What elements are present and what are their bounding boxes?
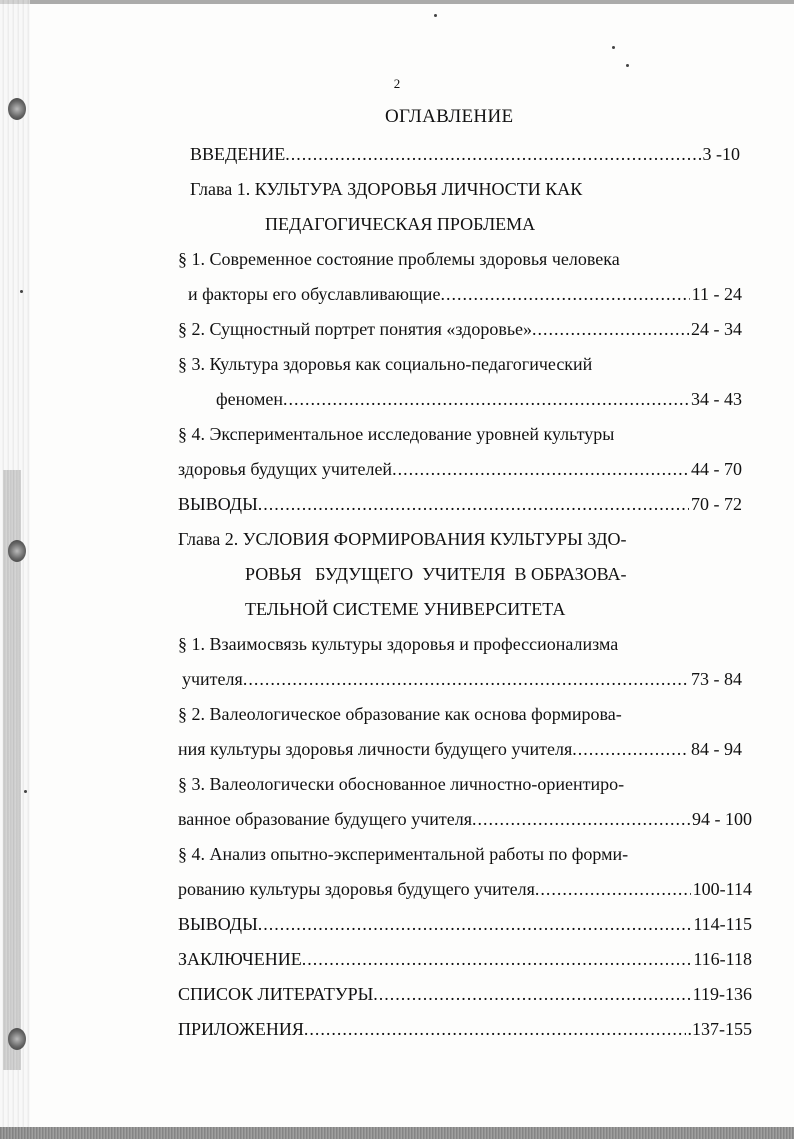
toc-entry-label: и факторы его обуславливающие [188,284,441,304]
toc-entry-label: рованию культуры здоровья будущего учителя [178,879,535,899]
toc-entry-ch1-s3[interactable] [216,385,742,413]
toc-entry-label: ванное образование будущего учителя [178,809,472,829]
toc-entry-ch1-s4-title: § 4. Экспериментальное исследование уровней культуры [178,424,615,444]
punch-hole-mark [8,1028,26,1050]
toc-entry-pages: 24 - 34 [691,319,742,339]
toc-entry-pages: 114-115 [693,914,752,934]
page-number: 2 [393,76,401,91]
toc-entry-ch2-s1-title: § 1. Взаимосвязь культуры здоровья и профессионализма [178,634,619,654]
toc-entry-ch2-s4[interactable] [178,875,752,903]
toc-entry-pages: 100-114 [692,879,752,899]
chapter-2-heading-cont: РОВЬЯ БУДУЩЕГО УЧИТЕЛЯ В ОБРАЗОВА- [245,564,627,584]
chapter-1-heading: Глава 1. КУЛЬТУРА ЗДОРОВЬЯ ЛИЧНОСТИ КАК [190,179,583,199]
toc-entry-pages: 3 -10 [702,144,740,164]
dot-leader [258,910,692,938]
scan-speck [626,64,629,67]
scan-speck [612,46,615,49]
toc-entry-ch1-s1[interactable] [188,280,742,308]
toc-entry-introduction[interactable] [190,140,740,168]
toc-entry-pages: 73 - 84 [691,669,742,689]
chapter-1-heading-cont: ПЕДАГОГИЧЕСКАЯ ПРОБЛЕМА [265,214,536,234]
toc-entry-references[interactable] [178,980,752,1008]
toc-entry-appendices[interactable] [178,1015,752,1043]
dot-leader [283,385,689,413]
punch-hole-mark [8,540,26,562]
toc-entry-ch1-s1-title: § 1. Современное состояние проблемы здоровья человека [178,249,620,269]
scan-speck [434,14,437,17]
toc-entry-ch2-s4-title: § 4. Анализ опытно-экспериментальной работы по форми- [178,844,629,864]
toc-entry-ch2-s1[interactable] [182,665,742,693]
toc-entry-ch2-s2-title: § 2. Валеологическое образование как основа формирова- [178,704,622,724]
chapter-2-heading-cont: ТЕЛЬНОЙ СИСТЕМЕ УНИВЕРСИТЕТА [245,599,566,619]
dot-leader [243,665,689,693]
dot-leader [258,490,689,518]
dot-leader [472,805,690,833]
dot-leader [572,735,689,763]
toc-entry-label: здоровья будущих учителей [178,459,393,479]
toc-entry-label: феномен [216,389,283,409]
toc-entry-ch2-conclusions[interactable] [178,910,752,938]
toc-entry-pages: 44 - 70 [691,459,742,479]
toc-entry-label: ПРИЛОЖЕНИЯ [178,1019,304,1039]
dot-leader [392,455,689,483]
toc-entry-ch1-conclusions[interactable] [178,490,742,518]
toc-entry-pages: 70 - 72 [691,494,742,514]
toc-entry-label: § 2. Сущностный портрет понятия «здоровье» [178,319,533,339]
toc-entry-conclusion[interactable] [178,945,752,973]
scan-edge-top [0,0,794,4]
toc-entry-label: ния культуры здоровья личности будущего учителя [178,739,573,759]
scan-speck [24,790,27,793]
toc-entry-pages: 116-118 [693,949,752,969]
scan-speck [20,290,23,293]
toc-entry-pages: 94 - 100 [692,809,752,829]
dot-leader [373,980,690,1008]
toc-entry-label: ЗАКЛЮЧЕНИЕ [178,949,302,969]
toc-entry-label: ВЫВОДЫ [178,914,258,934]
toc-entry-pages: 119-136 [692,984,752,1004]
dot-leader [535,875,691,903]
toc-entry-pages: 34 - 43 [691,389,742,409]
dot-leader [440,280,689,308]
toc-entry-ch1-s3-title: § 3. Культура здоровья как социально-педагогический [178,354,593,374]
toc-entry-label: СПИСОК ЛИТЕРАТУРЫ [178,984,374,1004]
toc-entry-pages: 11 - 24 [691,284,742,304]
dot-leader [285,140,700,168]
toc-entry-pages: .137-155 [687,1019,752,1039]
toc-entry-ch2-s3[interactable] [178,805,752,833]
toc-entry-label: ВВЕДЕНИЕ [190,144,286,164]
toc-entry-label: учителя [182,669,243,689]
toc-entry-label: ВЫВОДЫ [178,494,258,514]
toc-entry-ch1-s2[interactable] [178,315,742,343]
dot-leader [304,1015,686,1043]
toc-entry-pages: 84 - 94 [691,739,742,759]
chapter-2-heading: Глава 2. УСЛОВИЯ ФОРМИРОВАНИЯ КУЛЬТУРЫ ЗДО- [178,529,627,549]
dot-leader [532,315,689,343]
toc-entry-ch1-s4[interactable] [178,455,742,483]
toc-entry-ch2-s2[interactable] [178,735,742,763]
toc-entry-ch2-s3-title: § 3. Валеологически обоснованное личностно-ориентиро- [178,774,625,794]
dot-leader [302,945,692,973]
punch-hole-mark [8,98,26,120]
scan-edge-bottom [0,1127,794,1139]
page-title: ОГЛАВЛЕНИЕ [385,106,514,127]
